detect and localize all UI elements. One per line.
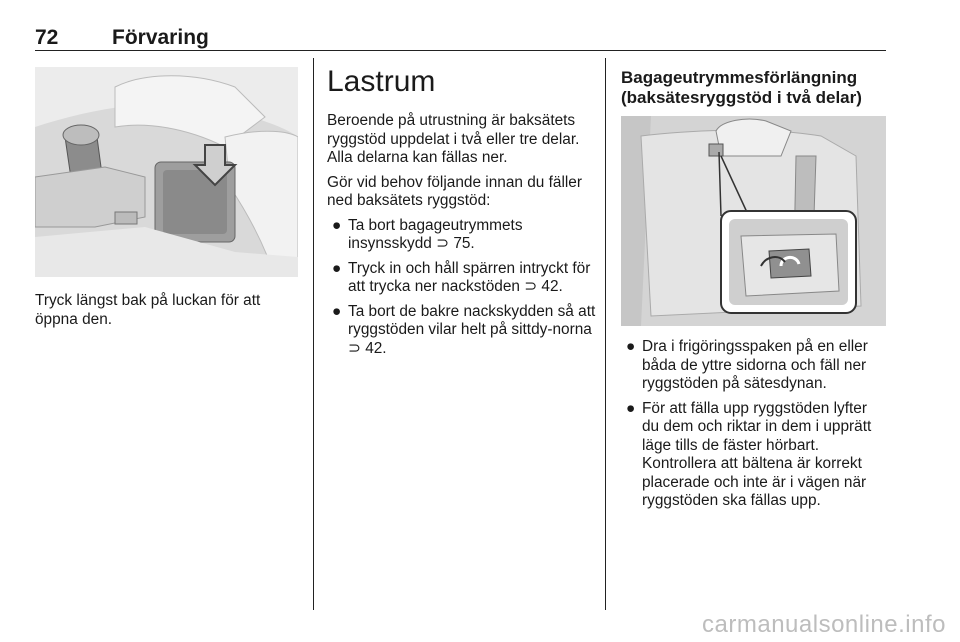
section-heading-extension: Bagageutrymmesförlängning (baksätesryggstöd i två delar) xyxy=(621,68,862,107)
page-ref-icon: ⊃ xyxy=(436,235,450,252)
bullet-text: Dra i frigöringsspaken på en eller båda de yttre sidorna och fäll ner ryggstöden på sätesdynan. xyxy=(642,338,868,392)
page-title: Förvaring xyxy=(112,26,209,49)
list-item xyxy=(327,260,597,297)
right-body xyxy=(621,338,888,517)
page-ref-icon: ⊃ xyxy=(524,278,538,295)
list-item xyxy=(327,217,597,254)
bullet-glyph: ● xyxy=(626,338,636,355)
middle-bullet-list xyxy=(327,217,597,359)
middle-body xyxy=(327,112,597,364)
bullet-text: Tryck in och håll spärren intryckt för att trycka ner nackstöden xyxy=(348,259,591,295)
bullet-text: För att fälla upp ryggstöden lyfter du dem och riktar in dem i upprätt läge tills de fäster hörbart. xyxy=(642,399,872,454)
bullet-extra-text: Kontrollera att bältena är korrekt placerade och inte är i vägen när ryggstöden ska fällas upp. xyxy=(642,455,867,509)
page-ref[interactable]: 42. xyxy=(365,339,387,357)
bullet-glyph: ● xyxy=(332,216,342,234)
bullet-text: Ta bort de bakre nackskydden så att ryggstöden vilar helt på sittdy-norna xyxy=(348,302,596,338)
page-ref[interactable]: 42. xyxy=(541,278,563,295)
left-caption xyxy=(35,292,295,335)
page-ref[interactable]: 75. xyxy=(453,235,475,252)
column-divider-left xyxy=(313,58,314,610)
page-number: 72 xyxy=(35,26,59,49)
bullet-text: Ta bort bagageutrymmets insynsskydd xyxy=(348,216,523,252)
column-divider-right xyxy=(605,58,606,610)
header-divider xyxy=(35,50,886,51)
rear-seat-illustration xyxy=(621,116,886,326)
list-item xyxy=(327,303,597,359)
bullet-glyph: ● xyxy=(332,302,342,320)
list-item xyxy=(621,338,888,394)
watermark: carmanualsonline.info xyxy=(702,611,946,638)
bullet-glyph: ● xyxy=(332,259,342,277)
list-item xyxy=(621,400,888,511)
lead-paragraph: Gör vid behov följande innan du fäller ned baksätets ryggstöd: xyxy=(327,173,582,209)
right-bullet-list xyxy=(621,338,888,511)
intro-paragraph: Beroende på utrustning är baksätets ryggstöd uppdelat i två eller tre delar. Alla delarna kan fällas ner. xyxy=(327,112,580,166)
caption-text: Tryck längst bak på luckan för att öppna den. xyxy=(35,292,261,328)
page-ref-icon: ⊃ xyxy=(348,339,361,357)
section-heading-lastrum: Lastrum xyxy=(327,65,436,98)
page-header xyxy=(35,26,886,50)
console-storage-illustration xyxy=(35,67,298,277)
bullet-glyph: ● xyxy=(626,399,636,417)
